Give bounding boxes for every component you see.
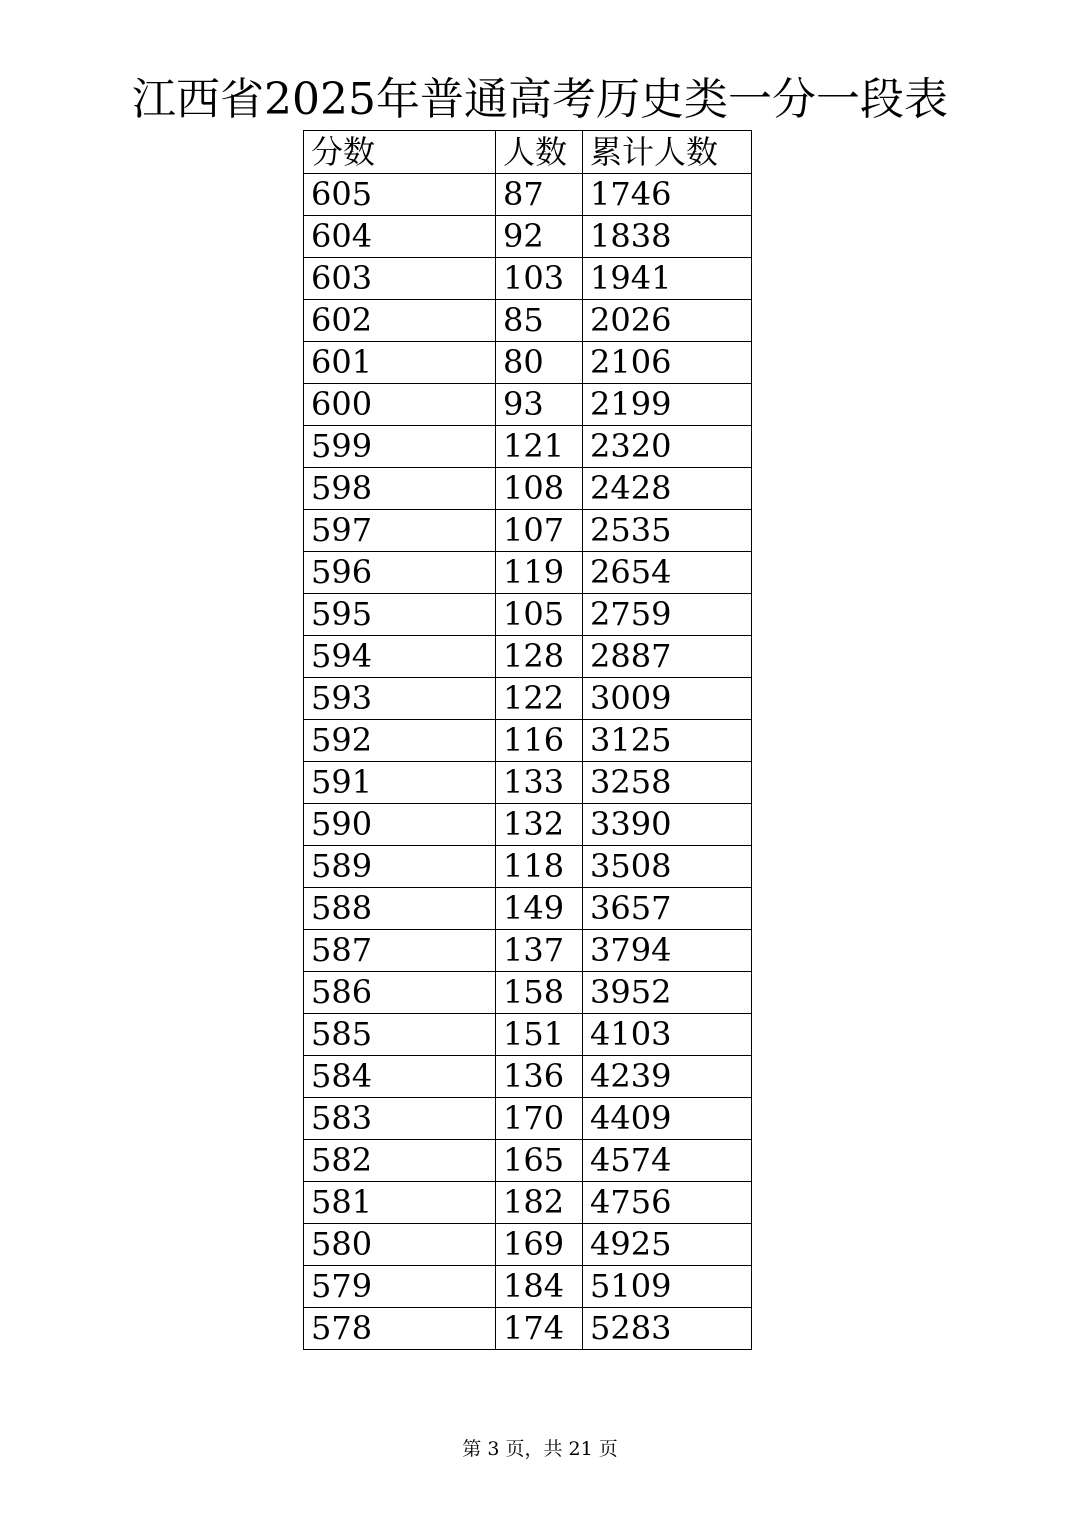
cell-cumulative: 3390 xyxy=(583,804,752,846)
table-row xyxy=(304,174,752,216)
table-row xyxy=(304,804,752,846)
cell-count: 137 xyxy=(496,930,583,972)
cell-cumulative: 4925 xyxy=(583,1224,752,1266)
cell-cumulative: 4756 xyxy=(583,1182,752,1224)
cell-score: 581 xyxy=(304,1182,496,1224)
cell-cumulative: 2759 xyxy=(583,594,752,636)
cell-cumulative: 1746 xyxy=(583,174,752,216)
table-row xyxy=(304,384,752,426)
cell-cumulative: 3009 xyxy=(583,678,752,720)
cell-score: 578 xyxy=(304,1308,496,1350)
table-row xyxy=(304,888,752,930)
cell-cumulative: 4574 xyxy=(583,1140,752,1182)
cell-score: 585 xyxy=(304,1014,496,1056)
cell-score: 583 xyxy=(304,1098,496,1140)
cell-cumulative: 1838 xyxy=(583,216,752,258)
cell-score: 587 xyxy=(304,930,496,972)
header-cumulative: 累计人数 xyxy=(583,131,752,174)
table-row xyxy=(304,1224,752,1266)
cell-score: 595 xyxy=(304,594,496,636)
cell-score: 588 xyxy=(304,888,496,930)
table-row xyxy=(304,1140,752,1182)
cell-score: 590 xyxy=(304,804,496,846)
cell-count: 132 xyxy=(496,804,583,846)
table-row xyxy=(304,972,752,1014)
cell-cumulative: 3508 xyxy=(583,846,752,888)
cell-count: 93 xyxy=(496,384,583,426)
cell-score: 592 xyxy=(304,720,496,762)
table-row xyxy=(304,258,752,300)
cell-score: 591 xyxy=(304,762,496,804)
table-row xyxy=(304,1098,752,1140)
table-row xyxy=(304,594,752,636)
cell-score: 579 xyxy=(304,1266,496,1308)
cell-score: 598 xyxy=(304,468,496,510)
cell-count: 182 xyxy=(496,1182,583,1224)
page-title: 江西省2025年普通高考历史类一分一段表 xyxy=(132,74,948,125)
cell-count: 170 xyxy=(496,1098,583,1140)
cell-count: 184 xyxy=(496,1266,583,1308)
table-row xyxy=(304,300,752,342)
cell-count: 133 xyxy=(496,762,583,804)
table-row xyxy=(304,426,752,468)
table-row xyxy=(304,342,752,384)
table-row xyxy=(304,468,752,510)
cell-count: 149 xyxy=(496,888,583,930)
cell-count: 118 xyxy=(496,846,583,888)
header-count: 人数 xyxy=(496,131,583,174)
table-row xyxy=(304,930,752,972)
cell-count: 80 xyxy=(496,342,583,384)
cell-cumulative: 3952 xyxy=(583,972,752,1014)
cell-cumulative: 2654 xyxy=(583,552,752,594)
cell-count: 136 xyxy=(496,1056,583,1098)
table-row xyxy=(304,720,752,762)
table-row xyxy=(304,762,752,804)
table-row xyxy=(304,1014,752,1056)
table-row xyxy=(304,552,752,594)
cell-score: 605 xyxy=(304,174,496,216)
cell-score: 599 xyxy=(304,426,496,468)
cell-score: 580 xyxy=(304,1224,496,1266)
table-header-row xyxy=(304,131,752,174)
cell-count: 165 xyxy=(496,1140,583,1182)
table-row xyxy=(304,1182,752,1224)
table-row xyxy=(304,678,752,720)
cell-cumulative: 4103 xyxy=(583,1014,752,1056)
table-row xyxy=(304,846,752,888)
cell-count: 119 xyxy=(496,552,583,594)
cell-cumulative: 2535 xyxy=(583,510,752,552)
cell-cumulative: 2320 xyxy=(583,426,752,468)
cell-count: 121 xyxy=(496,426,583,468)
cell-score: 589 xyxy=(304,846,496,888)
cell-cumulative: 3125 xyxy=(583,720,752,762)
cell-cumulative: 2106 xyxy=(583,342,752,384)
cell-score: 582 xyxy=(304,1140,496,1182)
header-score: 分数 xyxy=(304,131,496,174)
page-footer: 第 3 页，共 21 页 xyxy=(462,1438,618,1460)
score-distribution-table xyxy=(303,130,752,1350)
table-row xyxy=(304,1056,752,1098)
cell-score: 594 xyxy=(304,636,496,678)
cell-cumulative: 4239 xyxy=(583,1056,752,1098)
cell-count: 151 xyxy=(496,1014,583,1056)
cell-count: 107 xyxy=(496,510,583,552)
table-body xyxy=(304,174,752,1350)
cell-count: 128 xyxy=(496,636,583,678)
cell-count: 103 xyxy=(496,258,583,300)
cell-count: 169 xyxy=(496,1224,583,1266)
cell-count: 116 xyxy=(496,720,583,762)
cell-score: 602 xyxy=(304,300,496,342)
cell-count: 158 xyxy=(496,972,583,1014)
cell-cumulative: 3657 xyxy=(583,888,752,930)
cell-cumulative: 5283 xyxy=(583,1308,752,1350)
table-row xyxy=(304,1308,752,1350)
cell-score: 597 xyxy=(304,510,496,552)
cell-cumulative: 4409 xyxy=(583,1098,752,1140)
cell-count: 92 xyxy=(496,216,583,258)
cell-cumulative: 3794 xyxy=(583,930,752,972)
cell-score: 603 xyxy=(304,258,496,300)
cell-cumulative: 1941 xyxy=(583,258,752,300)
table-row xyxy=(304,1266,752,1308)
cell-count: 174 xyxy=(496,1308,583,1350)
cell-cumulative: 3258 xyxy=(583,762,752,804)
table-row xyxy=(304,510,752,552)
table-row xyxy=(304,636,752,678)
cell-score: 596 xyxy=(304,552,496,594)
table-row xyxy=(304,216,752,258)
cell-count: 87 xyxy=(496,174,583,216)
cell-cumulative: 2887 xyxy=(583,636,752,678)
cell-cumulative: 5109 xyxy=(583,1266,752,1308)
cell-score: 586 xyxy=(304,972,496,1014)
cell-score: 593 xyxy=(304,678,496,720)
cell-cumulative: 2026 xyxy=(583,300,752,342)
cell-count: 122 xyxy=(496,678,583,720)
cell-cumulative: 2199 xyxy=(583,384,752,426)
cell-score: 601 xyxy=(304,342,496,384)
cell-count: 108 xyxy=(496,468,583,510)
cell-count: 85 xyxy=(496,300,583,342)
cell-score: 584 xyxy=(304,1056,496,1098)
cell-count: 105 xyxy=(496,594,583,636)
cell-score: 604 xyxy=(304,216,496,258)
cell-score: 600 xyxy=(304,384,496,426)
cell-cumulative: 2428 xyxy=(583,468,752,510)
